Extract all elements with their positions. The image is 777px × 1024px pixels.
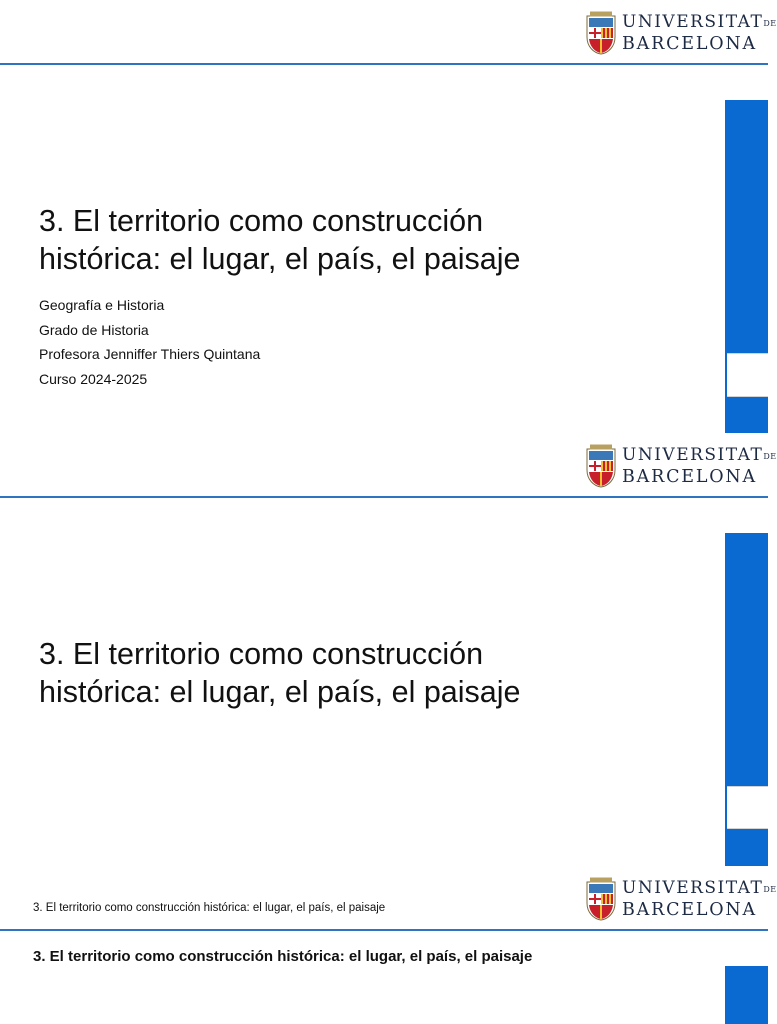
slide-3 bbox=[0, 866, 777, 1024]
slide-1 bbox=[0, 0, 777, 433]
title-line-2: histórica: el lugar, el país, el paisaje bbox=[39, 242, 521, 276]
wordmark-universitat: UNIVERSITAT bbox=[622, 12, 764, 32]
header-rule bbox=[0, 929, 768, 931]
slide-title bbox=[39, 202, 679, 278]
university-logo bbox=[586, 10, 777, 56]
detail-degree: Grado de Historia bbox=[39, 321, 149, 338]
wordmark-de: DE bbox=[763, 19, 777, 28]
university-wordmark bbox=[622, 445, 777, 488]
title-line-2: histórica: el lugar, el país, el paisaje bbox=[39, 675, 521, 709]
university-wordmark bbox=[622, 12, 777, 55]
slide-title bbox=[39, 635, 679, 711]
accent-bar-gap bbox=[727, 786, 768, 829]
university-shield-icon bbox=[586, 877, 616, 921]
university-logo bbox=[586, 876, 777, 922]
header-rule bbox=[0, 496, 768, 498]
slide-title: 3. El territorio como construcción histórica: el lugar, el país, el paisaje bbox=[33, 948, 533, 965]
detail-course-year: Curso 2024-2025 bbox=[39, 370, 148, 387]
wordmark-barcelona: BARCELONA bbox=[622, 34, 757, 54]
accent-bar-gap bbox=[727, 353, 768, 397]
accent-bar bbox=[725, 966, 768, 1024]
university-shield-icon bbox=[586, 444, 616, 488]
title-line-1: 3. El territorio como construcción bbox=[39, 204, 484, 238]
university-wordmark bbox=[622, 878, 777, 921]
title-line-1: 3. El territorio como construcción bbox=[39, 637, 484, 671]
wordmark-barcelona: BARCELONA bbox=[622, 900, 757, 920]
detail-professor: Profesora Jenniffer Thiers Quintana bbox=[39, 346, 261, 362]
wordmark-de: DE bbox=[763, 452, 777, 461]
section-footer-title: 3. El territorio como construcción histórica: el lugar, el país, el paisaje bbox=[33, 902, 386, 914]
slide-2 bbox=[0, 433, 777, 866]
wordmark-universitat: UNIVERSITAT bbox=[622, 878, 764, 898]
university-logo bbox=[586, 443, 777, 489]
university-shield-icon bbox=[586, 11, 616, 55]
header-rule bbox=[0, 63, 768, 65]
wordmark-barcelona: BARCELONA bbox=[622, 467, 757, 487]
wordmark-de: DE bbox=[763, 885, 777, 894]
detail-subject: Geografía e Historia bbox=[39, 297, 165, 313]
wordmark-universitat: UNIVERSITAT bbox=[622, 445, 764, 465]
course-details bbox=[39, 293, 260, 391]
